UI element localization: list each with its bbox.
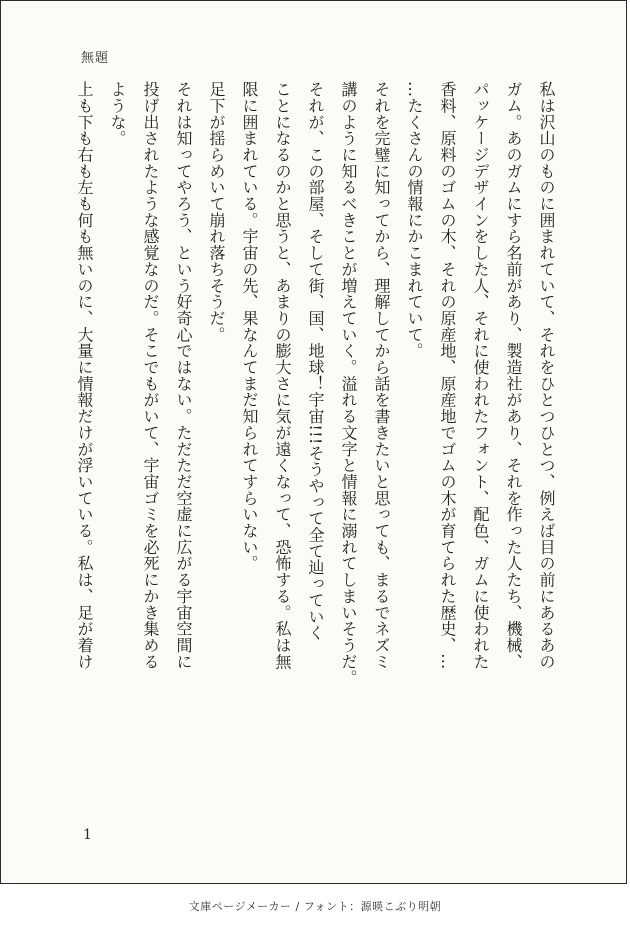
- text-column: …たくさんの情報にかこまれていて。: [405, 81, 424, 359]
- text-column: それを完璧に知ってから、理解してから話を書きたいと思っても、まるでネズミ: [372, 81, 391, 670]
- text-column: 上も下も右も左も何も無いのに、大量に情報だけが浮いている。私は、足が着け: [75, 81, 94, 670]
- text-column: 足下が揺らめいて崩れ落ちそうだ。: [207, 81, 226, 343]
- page-number: 1: [83, 827, 92, 843]
- text-column: 私は沢山のものに囲まれていて、それをひとつひとつ、例えば目の前にあるあの: [537, 81, 556, 670]
- text-column: 講のように知るべきことが増えていく。溢れる文字と情報に溺れてしまいそうだ。: [339, 81, 358, 686]
- vertical-text-body: [73, 81, 563, 801]
- page-title: 無題: [81, 51, 110, 66]
- text-column: それは知ってやろう、という好奇心ではない。ただただ空虚に広がる宇宙空間に: [174, 81, 193, 670]
- text-column: ような。: [108, 81, 127, 147]
- text-column: 限に囲まれている。宇宙の先、果なんてまだ知られてすらいない。: [240, 81, 259, 572]
- text-column: パッケージデザインをした人、それに使われたフォント、配色、ガムに使われた: [471, 81, 490, 670]
- text-column: ことになるのかと思うと、あまりの膨大さに気が遠くなって、恐怖する。私は無: [273, 81, 292, 670]
- text-column: 香料、原料のゴムの木、それの原産地、原産地でゴムの木が育てられた歴史、…: [438, 81, 457, 670]
- text-column: 投げ出されたような感覚なのだ。そこでもがいて、宇宙ゴミを必死にかき集める: [141, 81, 160, 670]
- text-column: ガム。あのガムにすら名前があり、製造社があり、それを作った人たち、機械、: [504, 81, 523, 670]
- footer-credit: 文庫ページメーカー / フォント：源暎こぶり明朝: [188, 900, 442, 913]
- text-column: それが、この部屋、そして街、国、地球！宇宙!!!そうやって全て辿っていく: [306, 81, 325, 641]
